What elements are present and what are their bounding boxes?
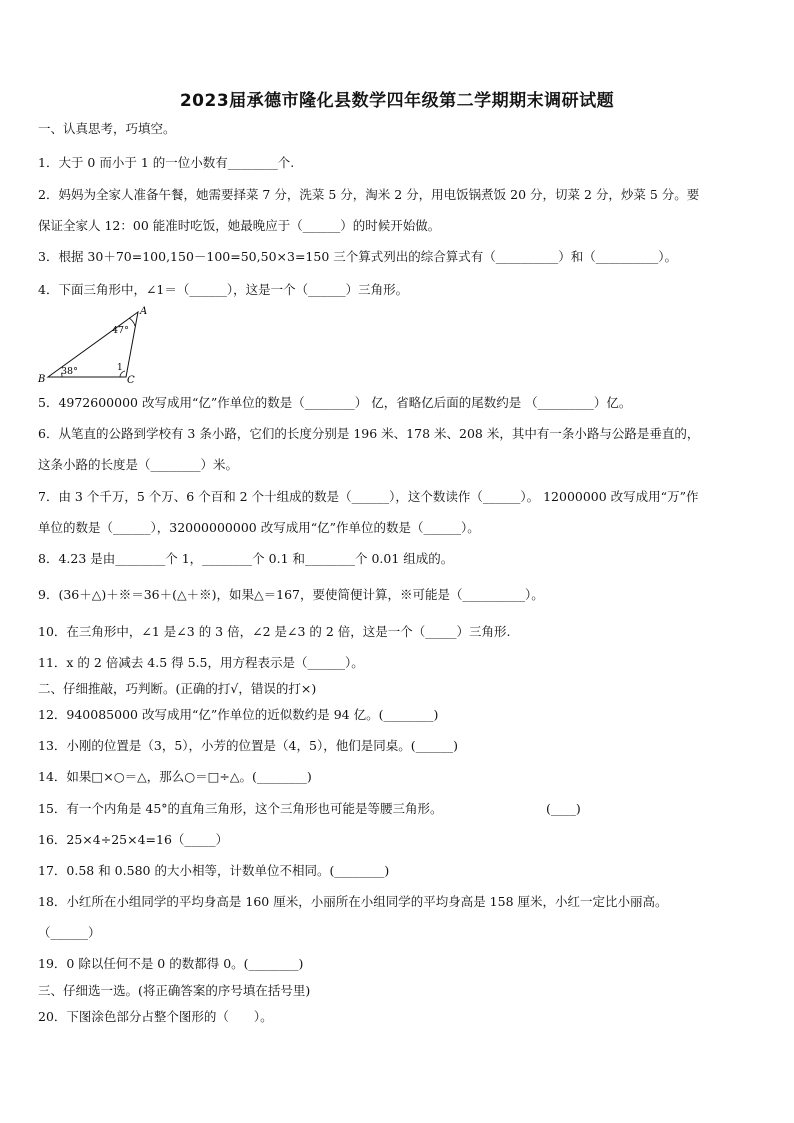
question-9: 9．(36＋△)＋※＝36＋(△＋※)，如果△＝167，要使简便计算，※可能是（__________）。 bbox=[38, 587, 544, 602]
question-8: 8．4.23 是由________个 1，________个 0.1 和________个 0.01 组成的。 bbox=[38, 551, 454, 566]
question-2: 2．妈妈为全家人准备午餐，她需要择菜 7 分，洗菜 5 分，淘米 2 分，用电饭锅煮饭 20 分，切菜 2 分，炒菜 5 分。要 bbox=[38, 187, 700, 202]
vertex-c-label: C bbox=[127, 375, 135, 384]
question-4: 4．下面三角形中，∠1＝（______），这是一个（______）三角形。 bbox=[38, 282, 409, 297]
section-heading-3: 三、仔细选一选。(将正确答案的序号填在括号里) bbox=[38, 983, 311, 998]
question-16: 16．25×4÷25×4=16（_____） bbox=[38, 832, 229, 847]
question-10: 10．在三角形中，∠1 是∠3 的 3 倍，∠2 是∠3 的 2 倍，这是一个（_____）三角形. bbox=[38, 624, 511, 639]
question-15 bbox=[38, 799, 758, 819]
question-15-answer-blank: (____) bbox=[546, 801, 581, 816]
page-title: 2023届承德市隆化县数学四年级第二学期期末调研试题 bbox=[179, 91, 615, 111]
question-20: 20．下图涂色部分占整个图形的（ ）。 bbox=[38, 1009, 273, 1024]
question-17: 17．0.58 和 0.580 的大小相等，计数单位不相同。(________) bbox=[38, 863, 390, 878]
question-14: 14．如果□×○＝△，那么○＝□÷△。(________) bbox=[38, 769, 312, 784]
question-7: 7．由 3 个千万，5 个万、6 个百和 2 个十组成的数是（______），这个数读作（______）。 12000000 改写成用“万”作 bbox=[38, 489, 699, 504]
question-6: 6．从笔直的公路到学校有 3 条小路，它们的长度分别是 196 米、178 米、208 米，其中有一条小路与公路是垂直的， bbox=[38, 426, 700, 441]
section-heading-1: 一、认真思考，巧填空。 bbox=[38, 121, 176, 136]
question-15-text: 15．有一个内角是 45°的直角三角形，这个三角形也可能是等腰三角形。 bbox=[38, 801, 443, 816]
triangle-figure bbox=[36, 302, 156, 384]
question-12: 12．940085000 改写成用“亿”作单位的近似数约是 94 亿。(________) bbox=[38, 707, 439, 722]
angle-b-value: 38° bbox=[61, 366, 78, 377]
question-2-continued: 保证全家人 12：00 能准时吃饭，她最晚应于（______）的时候开始做。 bbox=[38, 218, 441, 233]
question-13: 13．小刚的位置是（3，5），小芳的位置是（4，5），他们是同桌。(______) bbox=[38, 738, 458, 753]
angle-a-value: 47° bbox=[112, 325, 129, 336]
question-19: 19．0 除以任何不是 0 的数都得 0。(________) bbox=[38, 956, 304, 971]
question-18-continued: （______） bbox=[38, 925, 101, 940]
vertex-b-label: B bbox=[38, 374, 46, 384]
question-3: 3．根据 30＋70=100,150－100=50,50×3=150 三个算式列出的综合算式有（__________）和（__________）。 bbox=[38, 249, 678, 264]
question-6-continued: 这条小路的长度是（________）米。 bbox=[38, 457, 239, 472]
question-1: 1．大于 0 而小于 1 的一位小数有________个. bbox=[38, 155, 295, 170]
question-11: 11．x 的 2 倍减去 4.5 得 5.5，用方程表示是（______）。 bbox=[38, 655, 364, 670]
question-5: 5．4972600000 改写成用“亿”作单位的数是（________） 亿，省略亿后面的尾数约是 （_________）亿。 bbox=[38, 395, 632, 410]
question-18: 18．小红所在小组同学的平均身高是 160 厘米，小丽所在小组同学的平均身高是 158 厘米，小红一定比小丽高。 bbox=[38, 894, 668, 909]
vertex-a-label: A bbox=[140, 306, 148, 317]
angle-1-label: 1 bbox=[117, 363, 123, 373]
angle-a-arc bbox=[129, 318, 135, 326]
question-7-continued: 单位的数是（______），32000000000 改写成用“亿”作单位的数是（______）。 bbox=[38, 520, 480, 535]
section-heading-2: 二、仔细推敲，巧判断。(正确的打√，错误的打×) bbox=[38, 681, 317, 696]
